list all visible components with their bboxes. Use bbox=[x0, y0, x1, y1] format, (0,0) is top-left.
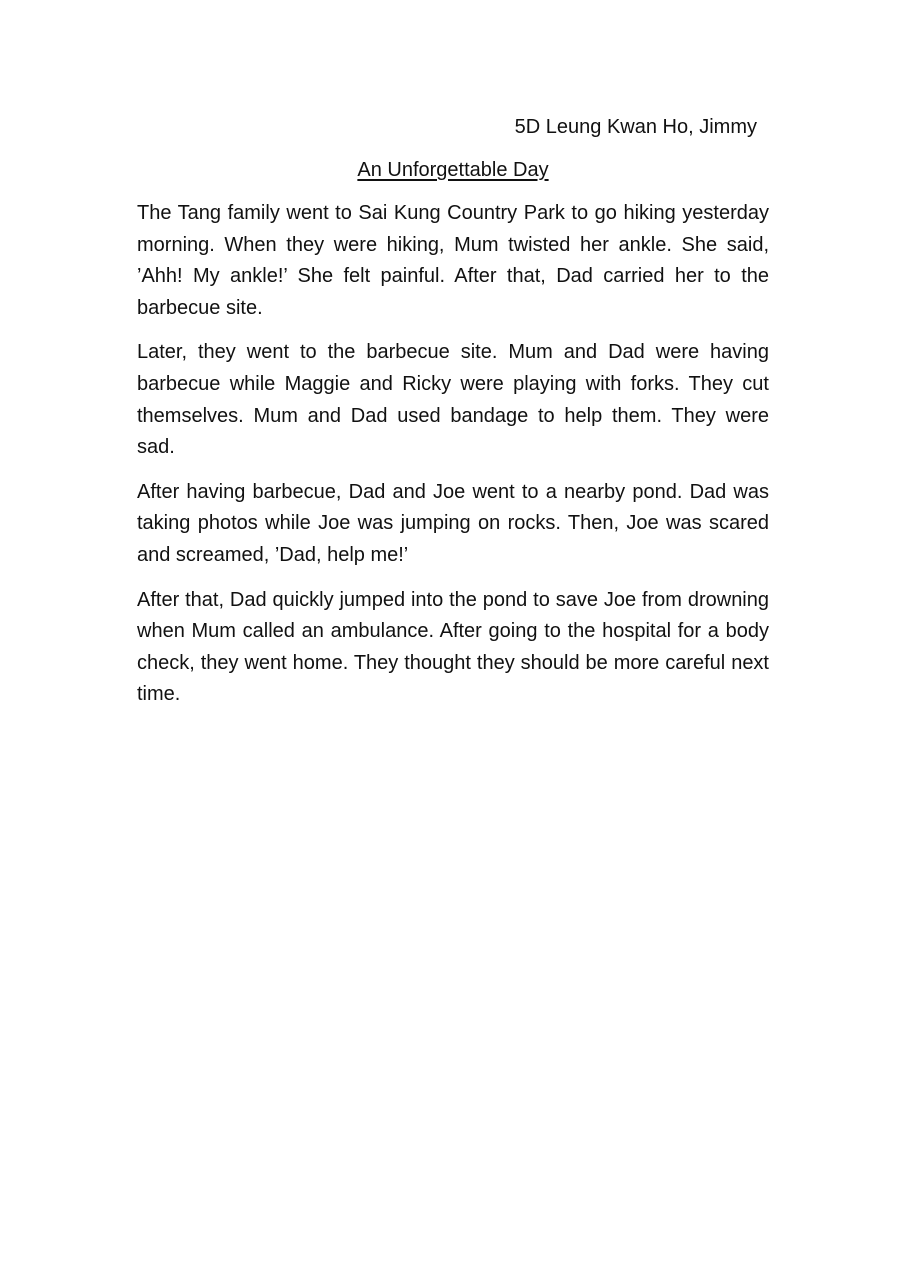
essay-body bbox=[137, 198, 769, 724]
paragraph-4: After that, Dad quickly jumped into the pond to save Joe from drowning when Mum called an ambulance. After going to the hospital for a body check, they went home. They thought they should be more careful next time. bbox=[137, 588, 769, 706]
author-line: 5D Leung Kwan Ho, Jimmy bbox=[514, 116, 757, 138]
paragraph-2: Later, they went to the barbecue site. Mum and Dad were having barbecue while Maggie and Ricky were playing with forks. They cut themselves. Mum and Dad used bandage to help them. They were sad. bbox=[137, 341, 769, 459]
page-title bbox=[137, 157, 769, 183]
paragraph-1: The Tang family went to Sai Kung Country Park to go hiking yesterday morning. When they were hiking, Mum twisted her ankle. She said, ’Ahh! My ankle!’ She felt painful. After that, Dad carried her to the barbecue site. bbox=[137, 202, 769, 319]
title-text: An Unforgettable Day bbox=[357, 159, 549, 181]
paragraph-3: After having barbecue, Dad and Joe went to a nearby pond. Dad was taking photos while Joe was jumping on rocks. Then, Joe was scared and screamed, ’Dad, help me!’ bbox=[137, 480, 769, 566]
